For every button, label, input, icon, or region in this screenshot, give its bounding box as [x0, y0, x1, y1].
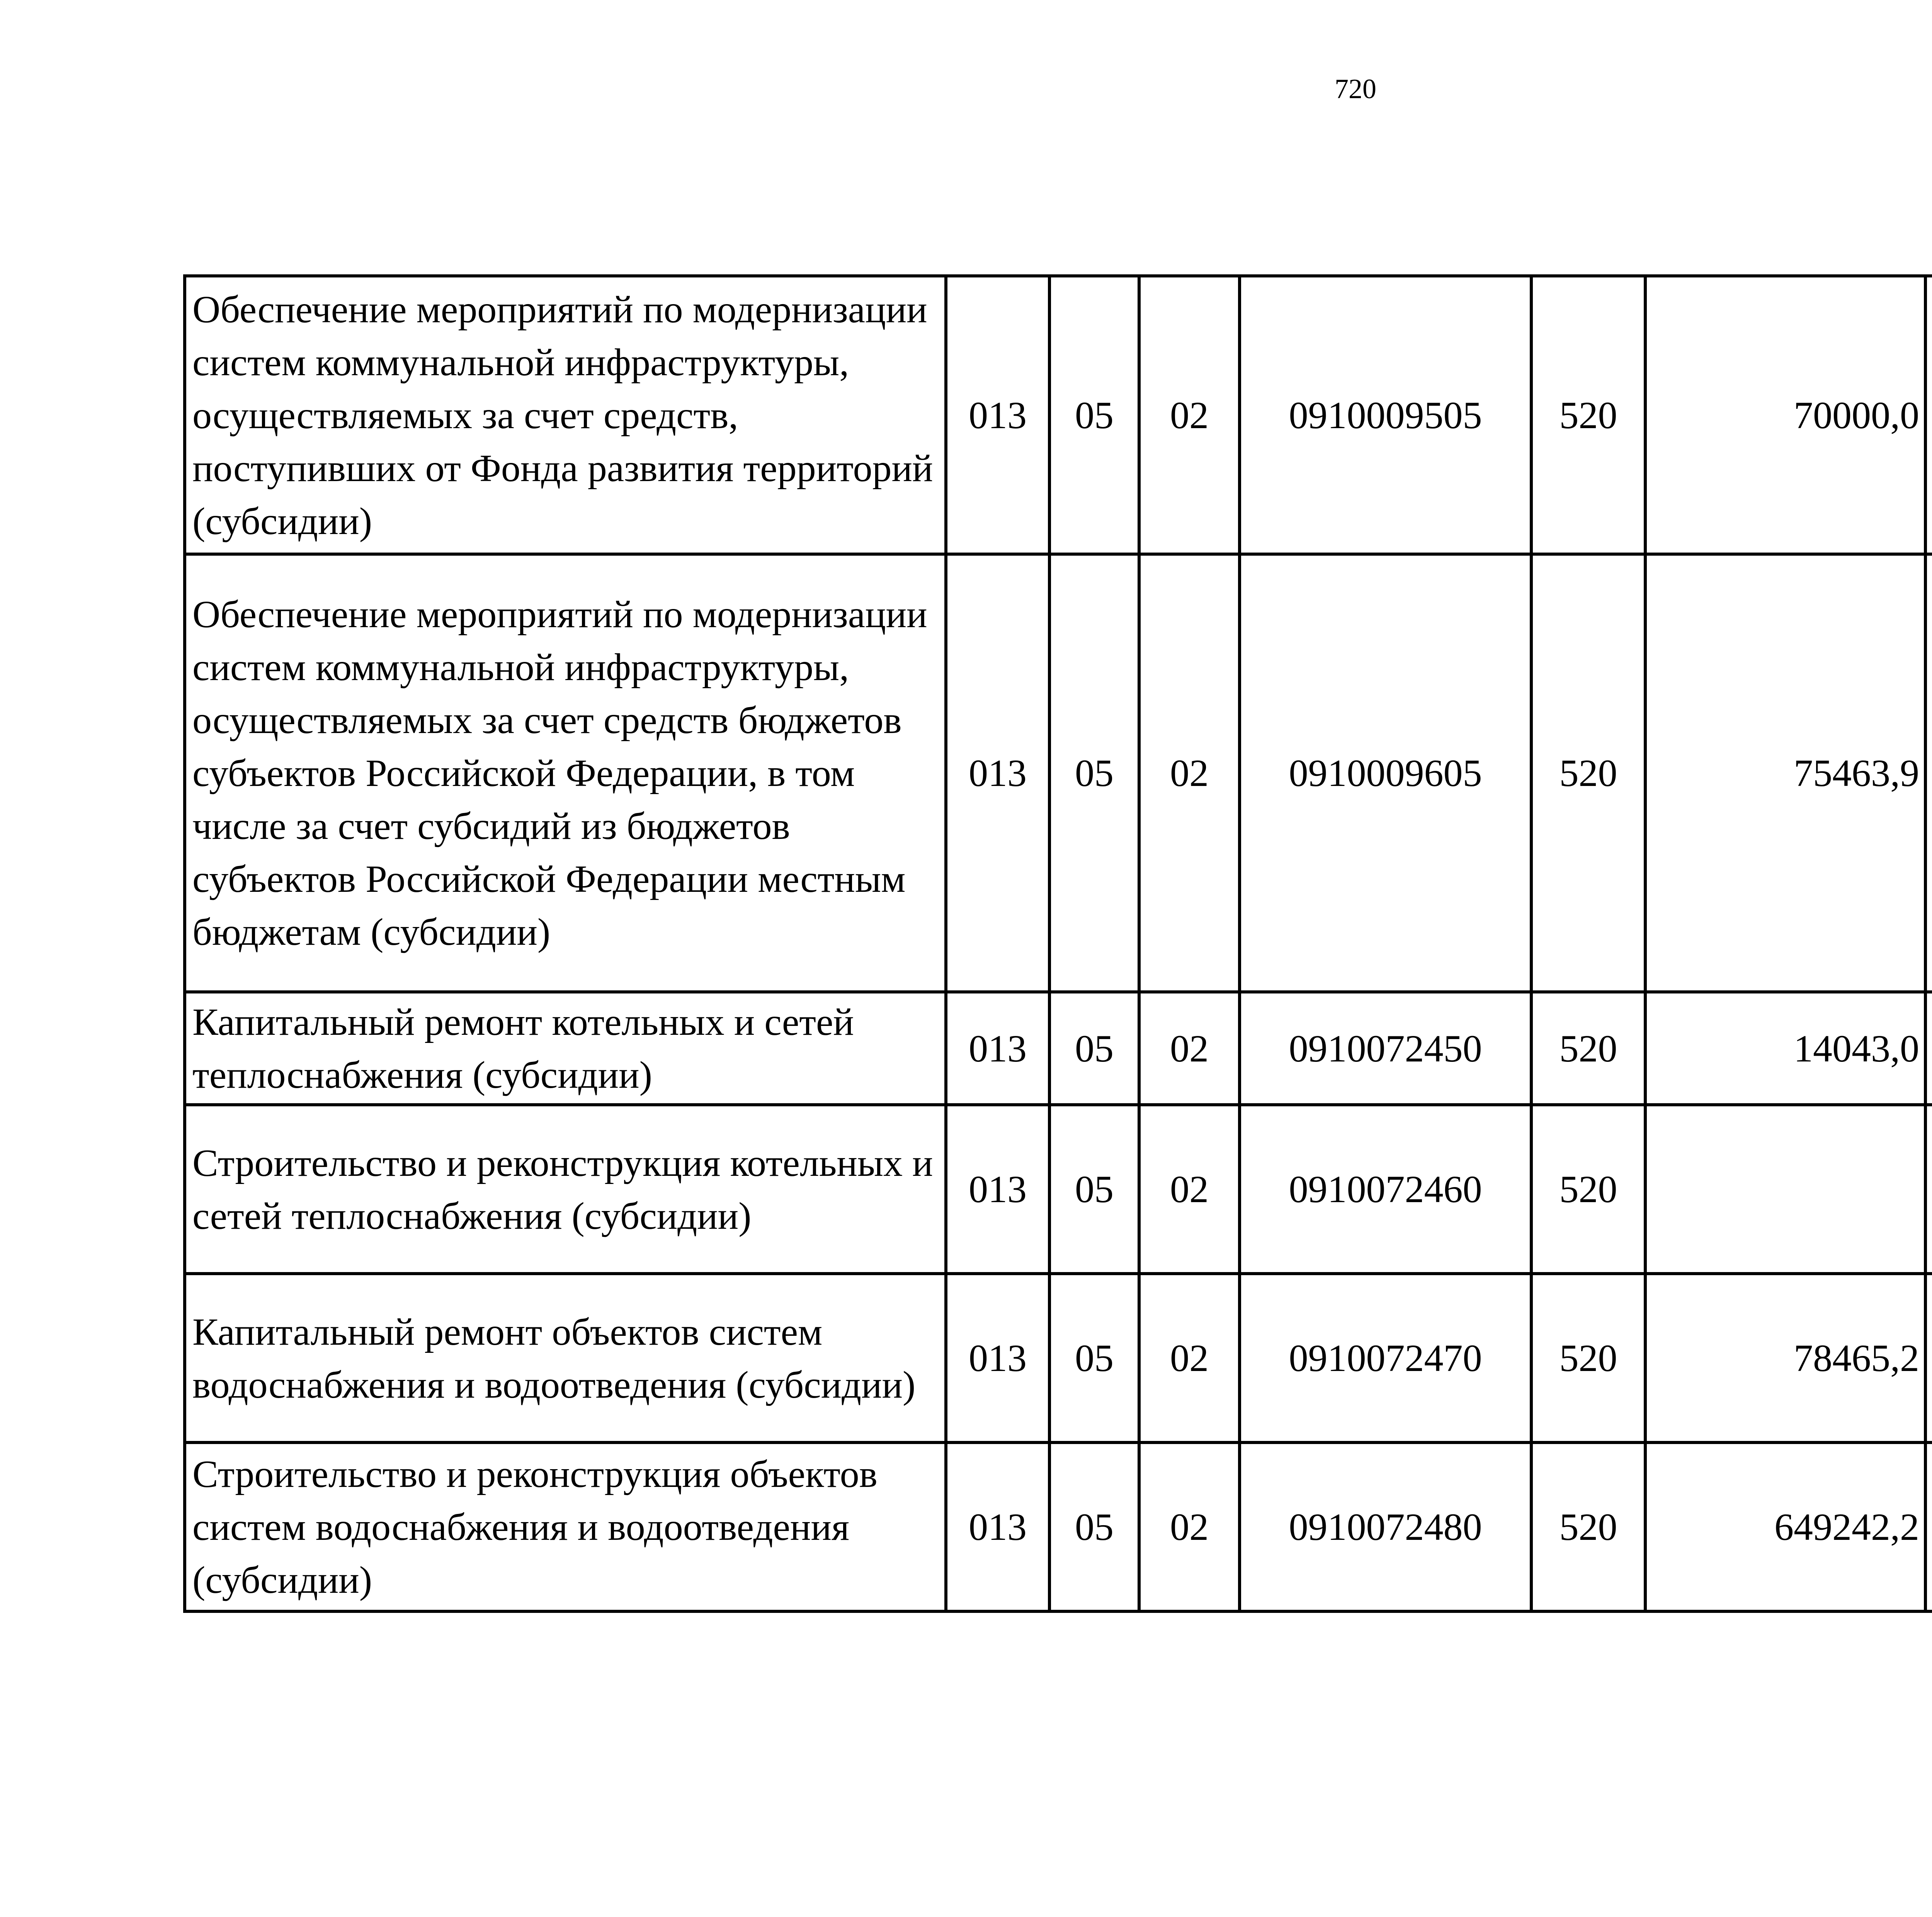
sum-year-1-cell — [1645, 1105, 1925, 1274]
target-article-cell: 0910072450 — [1240, 992, 1531, 1105]
sum-year-2-cell — [1925, 554, 1932, 992]
subsection-code-cell: 02 — [1139, 1105, 1240, 1274]
budget-table — [183, 274, 1932, 1613]
subsection-code-cell: 02 — [1139, 1274, 1240, 1442]
subsection-code-cell: 02 — [1139, 992, 1240, 1105]
page-number: 720 — [1335, 73, 1376, 104]
target-article-cell: 0910009505 — [1240, 276, 1531, 554]
sum-year-2-cell — [1925, 1274, 1932, 1442]
sum-year-2-cell — [1925, 1105, 1932, 1274]
subsection-code-cell: 02 — [1139, 1442, 1240, 1611]
sum-year-1-cell: 649242,2 — [1645, 1442, 1925, 1611]
target-article-cell: 0910072480 — [1240, 1442, 1531, 1611]
section-code-cell: 05 — [1049, 1105, 1139, 1274]
section-code-cell: 05 — [1049, 1274, 1139, 1442]
sum-year-2-cell — [1925, 1442, 1932, 1611]
grbs-code-cell: 013 — [946, 276, 1049, 554]
table-row — [185, 1105, 1932, 1274]
row-name-cell: Капитальный ремонт котельных и сетей теплоснабжения (субсидии) — [185, 992, 946, 1105]
section-code-cell: 05 — [1049, 276, 1139, 554]
grbs-code-cell: 013 — [946, 1105, 1049, 1274]
expense-type-cell: 520 — [1531, 1442, 1645, 1611]
expense-type-cell: 520 — [1531, 1105, 1645, 1274]
row-name-cell: Строительство и реконструкция объектов систем водоснабжения и водоотведения (субсидии) — [185, 1442, 946, 1611]
subsection-code-cell: 02 — [1139, 554, 1240, 992]
target-article-cell: 0910072470 — [1240, 1274, 1531, 1442]
row-name-cell: Обеспечение мероприятий по модернизации систем коммунальной инфраструктуры, осуществляемых за счет средств бюджетов субъектов Российской Федерации, в том числе за счет субсидий из бюджетов субъектов Российской Федерации местным бюджетам (субсидии) — [185, 554, 946, 992]
sum-year-1-cell: 75463,9 — [1645, 554, 1925, 992]
table-row — [185, 1442, 1932, 1611]
section-code-cell: 05 — [1049, 992, 1139, 1105]
row-name-cell: Обеспечение мероприятий по модернизации систем коммунальной инфраструктуры, осуществляемых за счет средств, поступивших от Фонда развития территорий (субсидии) — [185, 276, 946, 554]
sum-year-1-cell: 78465,2 — [1645, 1274, 1925, 1442]
target-article-cell: 0910072460 — [1240, 1105, 1531, 1274]
sum-year-2-cell — [1925, 992, 1932, 1105]
row-name-cell: Капитальный ремонт объектов систем водоснабжения и водоотведения (субсидии) — [185, 1274, 946, 1442]
expense-type-cell: 520 — [1531, 992, 1645, 1105]
grbs-code-cell: 013 — [946, 1442, 1049, 1611]
expense-type-cell: 520 — [1531, 276, 1645, 554]
row-name-cell: Строительство и реконструкция котельных и сетей теплоснабжения (субсидии) — [185, 1105, 946, 1274]
table-row — [185, 1274, 1932, 1442]
sum-year-1-cell: 14043,0 — [1645, 992, 1925, 1105]
expense-type-cell: 520 — [1531, 554, 1645, 992]
expense-type-cell: 520 — [1531, 1274, 1645, 1442]
table-row — [185, 554, 1932, 992]
subsection-code-cell: 02 — [1139, 276, 1240, 554]
sum-year-1-cell: 70000,0 — [1645, 276, 1925, 554]
grbs-code-cell: 013 — [946, 992, 1049, 1105]
grbs-code-cell: 013 — [946, 1274, 1049, 1442]
section-code-cell: 05 — [1049, 554, 1139, 992]
section-code-cell: 05 — [1049, 1442, 1139, 1611]
table-row — [185, 276, 1932, 554]
target-article-cell: 0910009605 — [1240, 554, 1531, 992]
sum-year-2-cell — [1925, 276, 1932, 554]
table-row — [185, 992, 1932, 1105]
grbs-code-cell: 013 — [946, 554, 1049, 992]
